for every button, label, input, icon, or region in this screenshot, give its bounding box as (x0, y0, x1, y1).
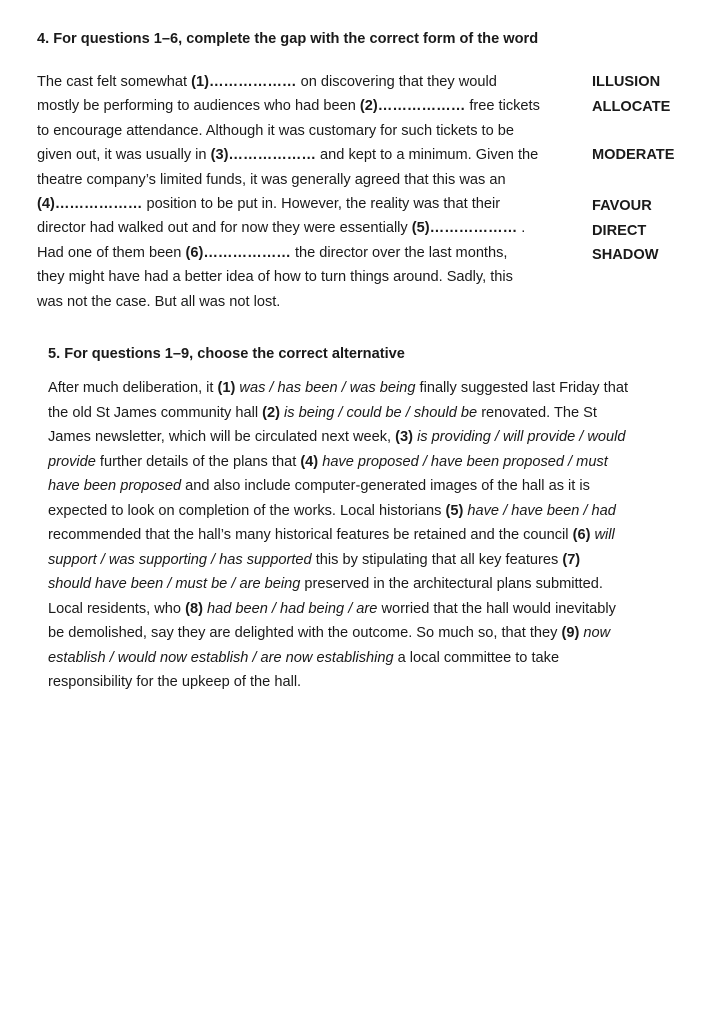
passage-text: expected to look on completion of the works. Local historians (48, 502, 446, 519)
passage-text: and also include computer-generated images of the hall as it is (185, 478, 590, 494)
passage-text: James newsletter, which will be circulated next week, (48, 429, 396, 445)
exercise5-line (48, 376, 688, 401)
exercise5-line (48, 499, 688, 524)
answer-options: should have been / must be / are being (48, 576, 305, 592)
passage-text: the old St James community hall (48, 404, 263, 421)
answer-options: establish / would now establish / are now establishing (48, 649, 398, 666)
answer-options: is providing / will provide / would (417, 429, 626, 445)
exercise-4-heading: 4. For questions 1–6, complete the gap with the correct form of the word (37, 31, 539, 47)
word-clue-5: DIRECT (592, 223, 647, 239)
passage-text: they might have had a better idea of how to turn things around. Sadly, this (37, 269, 513, 286)
exercise5-line (48, 548, 688, 573)
question-number: (7) (562, 551, 581, 568)
answer-options: provide (48, 453, 100, 470)
passage-text: worried that the hall would inevitably (381, 600, 616, 617)
passage-text: was not the case. But all was not lost. (37, 293, 281, 310)
passage-text: preserved in the architectural plans submitted. (304, 576, 603, 592)
exercise4-line (37, 241, 597, 265)
question-number: (2)……………… (359, 98, 470, 115)
passage-text: and kept to a minimum. Given the (320, 147, 539, 164)
question-number: (6) (572, 527, 595, 543)
passage-text: the director over the last months, (294, 244, 508, 261)
question-number: (3) (395, 429, 418, 445)
answer-options: was / has been / was being (239, 380, 420, 396)
passage-text: to encourage attendance. Although it was customary for such tickets to be (37, 122, 515, 139)
passage-text: further details of the plans that (99, 453, 301, 470)
question-number: (3)……………… (210, 147, 321, 164)
exercise5-line (48, 425, 688, 450)
exercise5-line (48, 450, 688, 475)
passage-text: mostly be performing to audiences who had been (37, 98, 360, 115)
exercise4-line (37, 70, 597, 94)
passage-text: finally suggested last Friday that (419, 380, 629, 396)
passage-text: recommended that the hall’s many historical features be retained and the council (48, 527, 573, 543)
exercise4-line (37, 290, 597, 314)
question-number: (5)……………… (411, 220, 522, 237)
exercise4-line (37, 119, 597, 143)
exercise4-line (37, 265, 597, 289)
question-number: (4)……………… (37, 195, 147, 212)
question-number: (5) (445, 502, 468, 519)
passage-text: theatre company’s limited funds, it was generally agreed that this was an (37, 171, 506, 188)
exercise5-line (48, 670, 688, 695)
passage-text: renovated. The St (481, 404, 597, 421)
answer-options: support / was supporting / has supported (48, 551, 316, 568)
exercise4-line (37, 216, 597, 240)
question-number: (4) (300, 453, 323, 470)
answer-options: had been / had being / are (207, 600, 382, 617)
answer-options: now (583, 625, 611, 641)
exercise-4-text (37, 70, 597, 314)
answer-options: have proposed / have been proposed / must (322, 453, 608, 470)
passage-text: a local committee to take (397, 649, 560, 666)
passage-text: be demolished, say they are delighted with the outcome. So much so, that they (48, 625, 562, 641)
passage-text: responsibility for the upkeep of the hall. (48, 674, 302, 690)
exercise4-line (37, 143, 597, 167)
word-clue-1: ILLUSION (592, 74, 661, 90)
exercise5-line (48, 621, 688, 646)
passage-text: this by stipulating that all key features (315, 551, 563, 568)
passage-text: . (521, 220, 526, 237)
passage-text: After much deliberation, it (48, 380, 218, 396)
exercise5-line (48, 474, 688, 499)
exercise5-line (48, 597, 688, 622)
passage-text: director had walked out and for now they were essentially (37, 220, 412, 237)
passage-text: position to be put in. However, the reality was that their (146, 195, 501, 212)
exercise5-line (48, 572, 688, 597)
passage-text: on discovering that they would (300, 74, 497, 90)
question-number: (2) (262, 404, 285, 421)
exercise4-line (37, 94, 597, 118)
passage-text: free tickets (469, 98, 540, 115)
word-clue-4: FAVOUR (592, 198, 652, 214)
question-number: (9) (561, 625, 584, 641)
passage-text: Had one of them been (37, 244, 186, 261)
question-number: (1)……………… (191, 74, 301, 90)
exercise4-line (37, 192, 597, 216)
answer-options: have been proposed (48, 478, 186, 494)
exercise4-line (37, 168, 597, 192)
passage-text: The cast felt somewhat (37, 74, 192, 90)
question-number: (8) (185, 600, 207, 617)
passage-text: Local residents, who (48, 600, 186, 617)
answer-options: will (594, 527, 615, 543)
answer-options: is being / could be / should be (284, 404, 482, 421)
question-number: (1) (217, 380, 240, 396)
exercise5-line (48, 523, 688, 548)
exercise5-line (48, 401, 688, 426)
exercise5-line (48, 646, 688, 671)
question-number: (6)……………… (185, 244, 295, 261)
word-clue-2: ALLOCATE (592, 99, 671, 115)
exercise-5-heading: 5. For questions 1–9, choose the correct alternative (48, 346, 405, 362)
exercise-5-text (48, 376, 688, 695)
word-clue-6: SHADOW (592, 247, 659, 263)
passage-text: given out, it was usually in (37, 147, 211, 164)
answer-options: have / have been / had (467, 502, 616, 519)
word-clue-3: MODERATE (592, 147, 675, 163)
